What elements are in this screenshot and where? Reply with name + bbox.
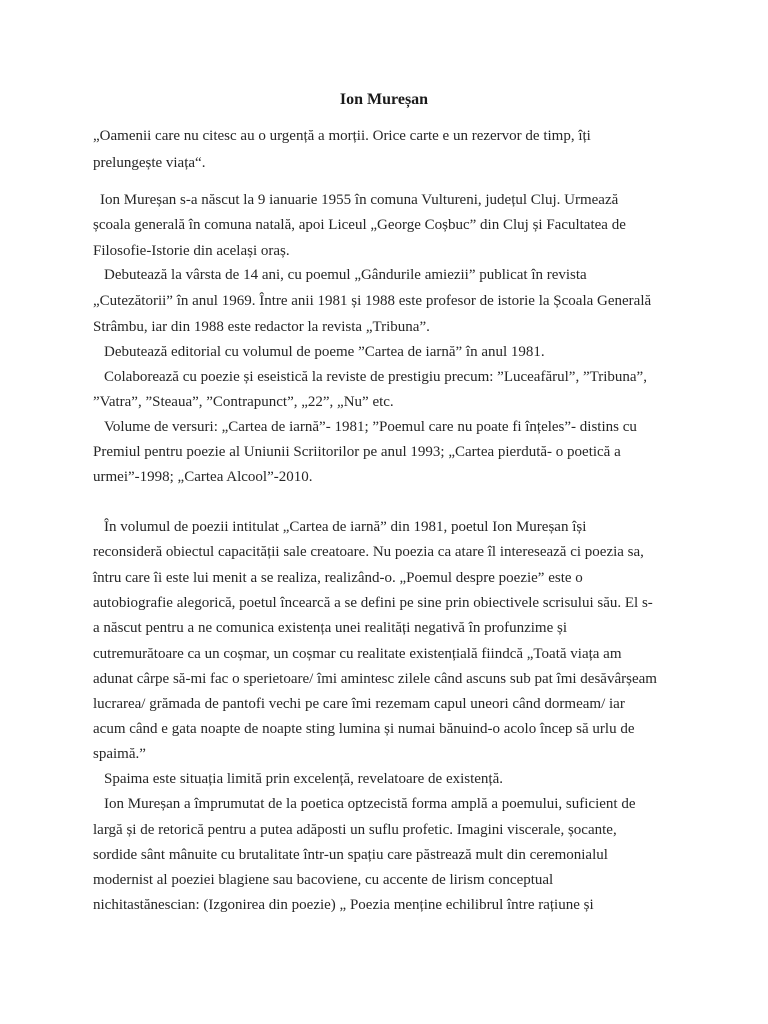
paragraph-line: Spaima este situația limită prin excelență, revelatoare de existență. bbox=[104, 771, 504, 787]
paragraph-line: reconsideră obiectul capacității sale creatoare. Nu poezia ca atare îl interesează ci poezia sa, bbox=[93, 544, 644, 560]
paragraph-line: spaimă.” bbox=[93, 746, 146, 762]
paragraph-line: Filosofie-Istorie din același oraș. bbox=[93, 243, 290, 259]
paragraph-line: Debutează la vârsta de 14 ani, cu poemul „Gândurile amiezii” publicat în revista bbox=[104, 267, 587, 283]
paragraph-line: Strâmbu, iar din 1988 este redactor la revista „Tribuna”. bbox=[93, 319, 430, 335]
paragraph-line: „Cutezătorii” în anul 1969. Între anii 1981 și 1988 este profesor de istorie la Școala Generală bbox=[93, 293, 652, 309]
paragraph-line: ”Vatra”, ”Steaua”, ”Contrapunct”, „22”, „Nu” etc. bbox=[93, 394, 394, 410]
paragraph-line: cutremurătoare ca un coșmar, un coșmar cu realitate existențială fiindcă „Toată viața am bbox=[93, 646, 622, 662]
quote-line: prelungește viața“. bbox=[93, 155, 206, 171]
paragraph-line: În volumul de poezii intitulat „Cartea de iarnă” din 1981, poetul Ion Mureșan își bbox=[104, 519, 587, 535]
paragraph-line: acum când e gata noapte de noapte sting lumina și numai bănuind-o acolo încep să urlu de bbox=[93, 721, 635, 737]
paragraph-line: urmei”-1998; „Cartea Alcool”-2010. bbox=[93, 469, 313, 485]
paragraph-line: a născut pentru a ne comunica existența unei realități negativă în profunzime și bbox=[93, 620, 567, 636]
paragraph-line: Colaborează cu poezie și eseistică la reviste de prestigiu precum: ”Luceafărul”, ”Tribuna”, bbox=[104, 369, 647, 385]
paragraph-line: Ion Mureșan a împrumutat de la poetica optzecistă forma amplă a poemului, suficient de bbox=[104, 796, 636, 812]
paragraph-line: școala generală în comuna natală, apoi Liceul „George Coșbuc” din Cluj și Facultatea de bbox=[93, 217, 626, 233]
paragraph-line: Volume de versuri: „Cartea de iarnă”- 1981; ”Poemul care nu poate fi înțeles”- distins cu bbox=[104, 419, 637, 435]
paragraph-line: Debutează editorial cu volumul de poeme ”Cartea de iarnă” în anul 1981. bbox=[104, 344, 545, 360]
paragraph-line: nichitastănescian: (Izgonirea din poezie) „ Poezia menține echilibrul între rațiune și bbox=[93, 897, 594, 913]
paragraph-line: Premiul pentru poezie al Uniunii Scriitorilor pe anul 1993; „Cartea pierdută- o poetică a bbox=[93, 444, 621, 460]
paragraph-line: largă și de retorică pentru a putea adăposti un suflu profetic. Imagini viscerale, șocante, bbox=[93, 822, 617, 838]
paragraph-line: Ion Mureșan s-a născut la 9 ianuarie 1955 în comuna Vultureni, județul Cluj. Urmează bbox=[100, 192, 619, 208]
paragraph-line: adunat cârpe să-mi fac o sperietoare/ îmi amintesc zilele când ascuns sub pat îmi desăvârșeam bbox=[93, 671, 657, 687]
paragraph-line: autobiografie alegorică, poetul încearcă a se defini pe sine prin obiectivele scrisului său. El s- bbox=[93, 595, 653, 611]
paragraph-line: lucrarea/ grămada de pantofi vechi pe care îmi rezemam capul uneori când dormeam/ iar bbox=[93, 696, 625, 712]
page-title: Ion Mureșan bbox=[339, 91, 429, 108]
paragraph-line: modernist al poeziei blagiene sau bacoviene, cu accente de lirism conceptual bbox=[93, 872, 554, 888]
paragraph-line: sordide sânt mânuite cu brutalitate într-un spațiu care păstrează mult din ceremonialul bbox=[93, 847, 608, 863]
paragraph-line: întru care îi este lui menit a se realiza, realizând-o. „Poemul despre poezie” este o bbox=[93, 570, 583, 586]
quote-line: „Oamenii care nu citesc au o urgență a morții. Orice carte e un rezervor de timp, îți bbox=[93, 128, 591, 144]
